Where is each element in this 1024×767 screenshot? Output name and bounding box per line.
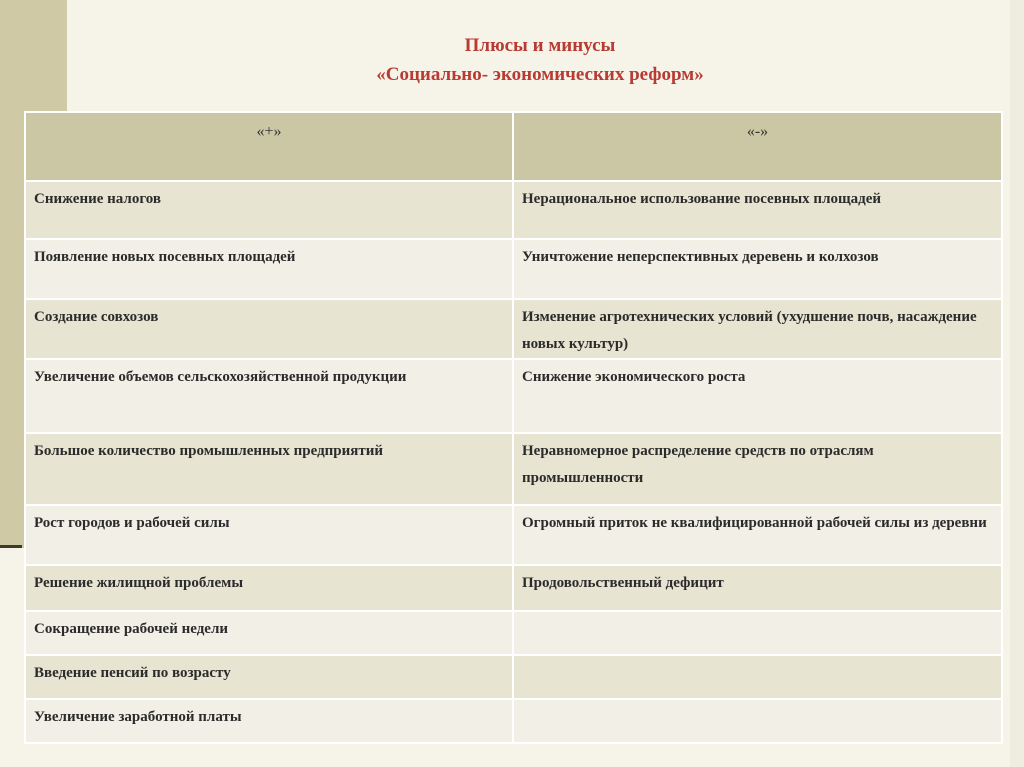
- minus-cell: Огромный приток не квалифицированной рабочей силы из деревни: [513, 505, 1002, 565]
- slide-title-line-2: «Социально- экономических реформ»: [376, 64, 704, 85]
- minus-cell: Неравномерное распределение средств по отраслям промышленности: [513, 433, 1002, 505]
- minus-cell: Изменение агротехнических условий (ухудшение почв, насаждение новых культур): [513, 299, 1002, 359]
- table-row: [25, 359, 1002, 433]
- table-row: [25, 565, 1002, 611]
- minus-cell: [513, 699, 1002, 743]
- table-header-row: [25, 112, 1002, 181]
- plus-cell: Снижение налогов: [25, 181, 513, 239]
- plus-cell: Увеличение заработной платы: [25, 699, 513, 743]
- plus-cell: Рост городов и рабочей силы: [25, 505, 513, 565]
- plus-cell: Большое количество промышленных предприятий: [25, 433, 513, 505]
- plus-cell: Появление новых посевных площадей: [25, 239, 513, 299]
- table-row: [25, 433, 1002, 505]
- decorative-rule: [0, 545, 22, 548]
- plus-cell: Сокращение рабочей недели: [25, 611, 513, 655]
- minus-cell: Нерациональное использование посевных площадей: [513, 181, 1002, 239]
- table-row: [25, 239, 1002, 299]
- header-minus: «-»: [513, 112, 1002, 181]
- table-row: [25, 655, 1002, 699]
- plus-cell: Решение жилищной проблемы: [25, 565, 513, 611]
- plus-cell: Создание совхозов: [25, 299, 513, 359]
- pros-cons-table: [24, 111, 1003, 744]
- table-row: [25, 699, 1002, 743]
- header-plus: «+»: [25, 112, 513, 181]
- decorative-right-strip: [1010, 0, 1024, 767]
- minus-cell: Продовольственный дефицит: [513, 565, 1002, 611]
- table-row: [25, 299, 1002, 359]
- plus-cell: Увеличение объемов сельскохозяйственной продукции: [25, 359, 513, 433]
- table-row: [25, 611, 1002, 655]
- minus-cell: Снижение экономического роста: [513, 359, 1002, 433]
- slide-title-line-1: Плюсы и минусы: [464, 35, 616, 56]
- plus-cell: Введение пенсий по возрасту: [25, 655, 513, 699]
- minus-cell: [513, 611, 1002, 655]
- table-row: [25, 505, 1002, 565]
- table-row: [25, 181, 1002, 239]
- minus-cell: [513, 655, 1002, 699]
- minus-cell: Уничтожение неперспективных деревень и колхозов: [513, 239, 1002, 299]
